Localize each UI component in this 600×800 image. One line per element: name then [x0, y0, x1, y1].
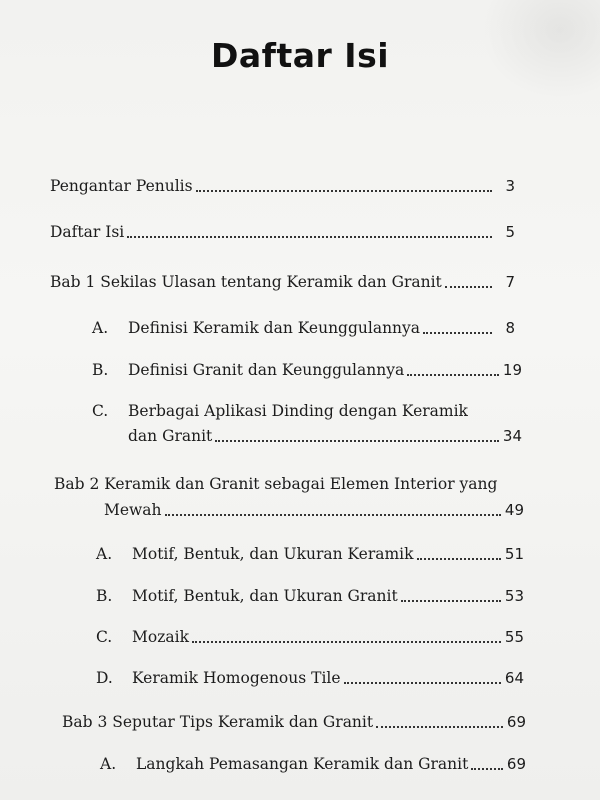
- toc-page-number: 34: [502, 427, 522, 445]
- toc-entry-label: dan Granit: [128, 427, 213, 445]
- page-title: Daftar Isi: [210, 36, 390, 75]
- dot-leader: [417, 552, 501, 560]
- toc-item-marker: A.: [100, 755, 117, 773]
- toc-page-number: 5: [505, 223, 515, 241]
- toc-item-marker: C.: [92, 402, 109, 420]
- toc-entry-label: Berbagai Aplikasi Dinding dengan Keramik: [128, 402, 468, 420]
- toc-subentry: [128, 420, 522, 446]
- dot-leader: [127, 230, 492, 238]
- toc-page-number: 55: [504, 628, 524, 646]
- toc-chapter-label: Mewah: [104, 501, 162, 519]
- dot-leader: [401, 594, 501, 602]
- dot-leader: [376, 720, 503, 728]
- toc-chapter-2-line1: [54, 474, 497, 494]
- toc-page-number: 69: [506, 713, 526, 731]
- toc-chapter-1: [50, 266, 515, 292]
- toc-chapter-label: Bab 2 Keramik dan Granit sebagai Elemen Interior yang: [54, 475, 498, 493]
- toc-subentry: [92, 312, 515, 338]
- toc-page-number: 7: [505, 273, 515, 291]
- dot-leader: [215, 434, 499, 442]
- toc-subentry: [92, 354, 522, 380]
- toc-subentry: [100, 748, 526, 774]
- toc-subentry-line1: [92, 401, 468, 421]
- toc-entry-label: Pengantar Penulis: [50, 177, 193, 195]
- toc-entry-label: Keramik Homogenous Tile: [132, 669, 341, 687]
- dot-leader: [445, 280, 492, 288]
- dot-leader: [471, 762, 503, 770]
- toc-subentry: [96, 621, 524, 647]
- toc-item-marker: D.: [96, 669, 113, 687]
- toc-subentry: [96, 538, 524, 564]
- toc-entry-label: Definisi Granit dan Keunggulannya: [128, 361, 405, 379]
- dot-leader: [423, 326, 492, 334]
- toc-entry-label: Langkah Pemasangan Keramik dan Granit: [136, 755, 469, 773]
- toc-item-marker: B.: [92, 361, 109, 379]
- dot-leader: [407, 368, 499, 376]
- toc-page-number: 49: [504, 501, 524, 519]
- toc-entry-label: Daftar Isi: [50, 223, 125, 241]
- toc-page-number: 69: [506, 755, 526, 773]
- toc-chapter-label: Bab 3 Seputar Tips Keramik dan Granit: [62, 713, 374, 731]
- toc-page-number: 51: [504, 545, 524, 563]
- toc-chapter-3: [62, 706, 526, 732]
- toc-item-marker: C.: [96, 628, 113, 646]
- dot-leader: [165, 508, 501, 516]
- toc-item-marker: A.: [96, 545, 113, 563]
- toc-entry-daftar-isi: [50, 216, 515, 242]
- toc-entry-label: Definisi Keramik dan Keunggulannya: [128, 319, 421, 337]
- dot-leader: [196, 184, 492, 192]
- toc-subentry: [96, 580, 524, 606]
- toc-page-number: 53: [504, 587, 524, 605]
- toc-page-number: 3: [505, 177, 515, 195]
- toc-chapter-label: Bab 1 Sekilas Ulasan tentang Keramik dan Granit: [50, 273, 442, 291]
- toc-entry-label: Motif, Bentuk, dan Ukuran Granit: [132, 587, 398, 605]
- toc-entry-pengantar: [50, 170, 515, 196]
- toc-chapter-2: [104, 494, 524, 520]
- toc-entry-label: Mozaik: [132, 628, 189, 646]
- toc-subentry: [96, 662, 524, 688]
- toc-page-number: 64: [504, 669, 524, 687]
- toc-entry-label: Motif, Bentuk, dan Ukuran Keramik: [132, 545, 414, 563]
- toc-page-number: 19: [502, 361, 522, 379]
- toc-item-marker: B.: [96, 587, 113, 605]
- toc-page-number: 8: [505, 319, 515, 337]
- dot-leader: [344, 676, 501, 684]
- dot-leader: [192, 635, 501, 643]
- toc-item-marker: A.: [92, 319, 109, 337]
